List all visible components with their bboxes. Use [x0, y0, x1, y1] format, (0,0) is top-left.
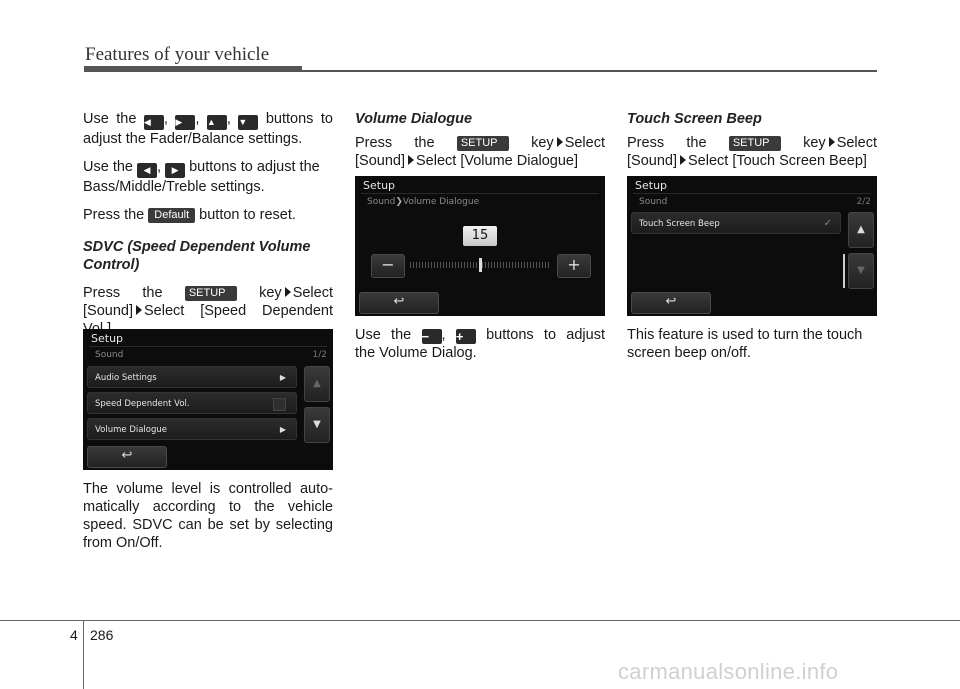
text: button to reset.: [199, 207, 296, 223]
setup-key-badge: SETUP: [729, 136, 781, 151]
divider: [89, 346, 327, 347]
text: key: [803, 135, 826, 151]
text: ,: [163, 111, 168, 127]
setup-key-badge: SETUP: [457, 136, 509, 151]
header-rule-thick: [84, 66, 302, 72]
screen-title: Setup: [635, 179, 668, 192]
chevron-right-icon: ▶: [279, 373, 286, 382]
checkmark-icon: ✓: [823, 218, 832, 229]
volume-value: 15: [463, 226, 497, 246]
scroll-down-button[interactable]: ▼: [304, 407, 330, 443]
text: Select: [564, 135, 605, 151]
chapter-number: 4: [70, 627, 78, 643]
volume-minus-button[interactable]: −: [371, 254, 405, 278]
volume-dialogue-heading: Volume Dialogue: [355, 111, 473, 127]
text: Press the: [83, 285, 163, 301]
setup-sound-screen: [83, 329, 333, 470]
watermark: carmanualsonline.info: [618, 659, 839, 684]
screen-title: Setup: [363, 179, 396, 192]
volume-plus-button[interactable]: +: [557, 254, 591, 278]
line: [355, 134, 605, 152]
paragraph-volume-adjust: [355, 326, 605, 362]
text: Press the: [355, 135, 435, 151]
touch-screen-beep-heading: Touch Screen Beep: [627, 111, 762, 127]
text: ,: [226, 111, 231, 127]
text: [Sound]: [83, 303, 133, 319]
touch-screen-beep-screen: [627, 176, 877, 316]
line: [627, 134, 877, 152]
arrow-right-icon: [136, 305, 142, 315]
back-button[interactable]: ↩: [359, 292, 439, 314]
sdvc-description: [83, 480, 333, 562]
text: adjust the Fader/Balance settings.: [83, 131, 303, 147]
text: Use the: [83, 111, 137, 127]
text: Select [Volume Dialogue]: [416, 153, 579, 169]
text: Use the: [83, 159, 133, 175]
text: buttons to adjust: [486, 327, 605, 343]
menu-item-label: Speed Dependent Vol.: [95, 399, 190, 409]
minus-icon: −: [422, 329, 442, 344]
paragraph-fader-balance: [83, 110, 333, 148]
menu-item-audio-settings[interactable]: [87, 366, 297, 388]
sdvc-heading: SDVC (Speed Dependent Volume Control): [83, 239, 311, 273]
column-3: [627, 110, 877, 180]
up-arrow-icon: ▲: [207, 115, 227, 130]
line: [83, 284, 333, 302]
divider: [361, 193, 599, 194]
arrow-right-icon: [285, 287, 291, 297]
breadcrumb-sound: Sound: [367, 197, 396, 207]
right-arrow-icon: ▶: [175, 115, 195, 130]
text: Select [Touch Screen Beep]: [688, 153, 867, 169]
text: the Volume Dialog.: [355, 345, 477, 361]
setup-key-badge: SETUP: [185, 286, 237, 301]
text: ,: [157, 159, 162, 175]
page-number: 286: [90, 627, 114, 643]
chevron-right-icon: ▶: [279, 425, 286, 434]
menu-item-label: Touch Screen Beep: [639, 219, 720, 229]
menu-item-label: Volume Dialogue: [95, 425, 168, 435]
back-button[interactable]: ↩: [87, 446, 167, 468]
down-arrow-icon: ▼: [238, 115, 258, 130]
menu-item-label: Audio Settings: [95, 373, 157, 383]
text: ,: [195, 111, 200, 127]
screen-breadcrumb: Sound❯Volume Dialogue: [367, 197, 480, 207]
text: ,: [441, 327, 446, 343]
menu-item-touch-screen-beep[interactable]: [631, 212, 841, 234]
page-indicator: 2/2: [856, 197, 871, 207]
paragraph-beep-steps: [627, 134, 877, 170]
text: Press the: [83, 207, 145, 223]
page-header-title: Features of your vehicle: [85, 44, 270, 65]
scroll-down-button[interactable]: ▼: [848, 253, 874, 289]
line: [83, 110, 333, 130]
volume-slider-thumb[interactable]: [479, 258, 482, 272]
scroll-up-button[interactable]: ▲: [848, 212, 874, 248]
breadcrumb-volume-dialogue: Volume Dialogue: [402, 197, 480, 207]
left-arrow-icon: ◀: [137, 163, 157, 178]
text: [Sound]: [355, 153, 405, 169]
left-arrow-icon: ◀: [144, 115, 164, 130]
text: buttons to: [265, 111, 333, 127]
default-key-badge: Default: [148, 208, 195, 223]
paragraph-volume-dialogue-steps: [355, 134, 605, 170]
arrow-right-icon: [408, 155, 414, 165]
volume-dialogue-screen: [355, 176, 605, 316]
volume-dialogue-description: [355, 326, 605, 372]
paragraph-reset: [83, 206, 333, 224]
arrow-right-icon: [829, 137, 835, 147]
screen-title: Setup: [91, 332, 124, 345]
text: The volume level is controlled auto-matically according to the vehicle speed. SDVC can be set by selecting from On/Off.: [83, 481, 333, 551]
footer-divider: [83, 621, 84, 689]
back-button[interactable]: ↩: [631, 292, 711, 314]
text: buttons to adjust the: [189, 159, 320, 175]
text: key: [259, 285, 282, 301]
column-1: [83, 110, 333, 348]
footer-rule: [0, 620, 960, 621]
scrollbar[interactable]: [843, 254, 845, 288]
line: [355, 326, 605, 344]
text: Select [Speed Dependent: [144, 303, 333, 319]
text: [Sound]: [627, 153, 677, 169]
divider: [633, 193, 871, 194]
text: Use the: [355, 327, 412, 343]
text: Press the: [627, 135, 707, 151]
checkbox[interactable]: [273, 398, 286, 411]
paragraph-bass-treble: [83, 158, 333, 196]
screen-subtitle: Sound: [95, 350, 124, 360]
text: This feature is used to turn the touch screen beep on/off.: [627, 327, 863, 361]
plus-icon: +: [456, 329, 476, 344]
arrow-right-icon: [680, 155, 686, 165]
arrow-right-icon: [557, 137, 563, 147]
page-indicator: 1/2: [312, 350, 327, 360]
screen-subtitle: Sound: [639, 197, 668, 207]
text: Select: [292, 285, 333, 301]
scroll-up-button[interactable]: ▲: [304, 366, 330, 402]
header-rule-thin: [300, 70, 877, 72]
line: [83, 302, 333, 320]
text: Bass/Middle/Treble settings.: [83, 179, 265, 195]
menu-item-volume-dialogue[interactable]: [87, 418, 297, 440]
text: Select: [836, 135, 877, 151]
column-2: [355, 110, 605, 180]
menu-item-speed-dependent-vol[interactable]: [87, 392, 297, 414]
text: key: [531, 135, 554, 151]
right-arrow-icon: ▶: [165, 163, 185, 178]
touch-screen-beep-description: [627, 326, 877, 372]
